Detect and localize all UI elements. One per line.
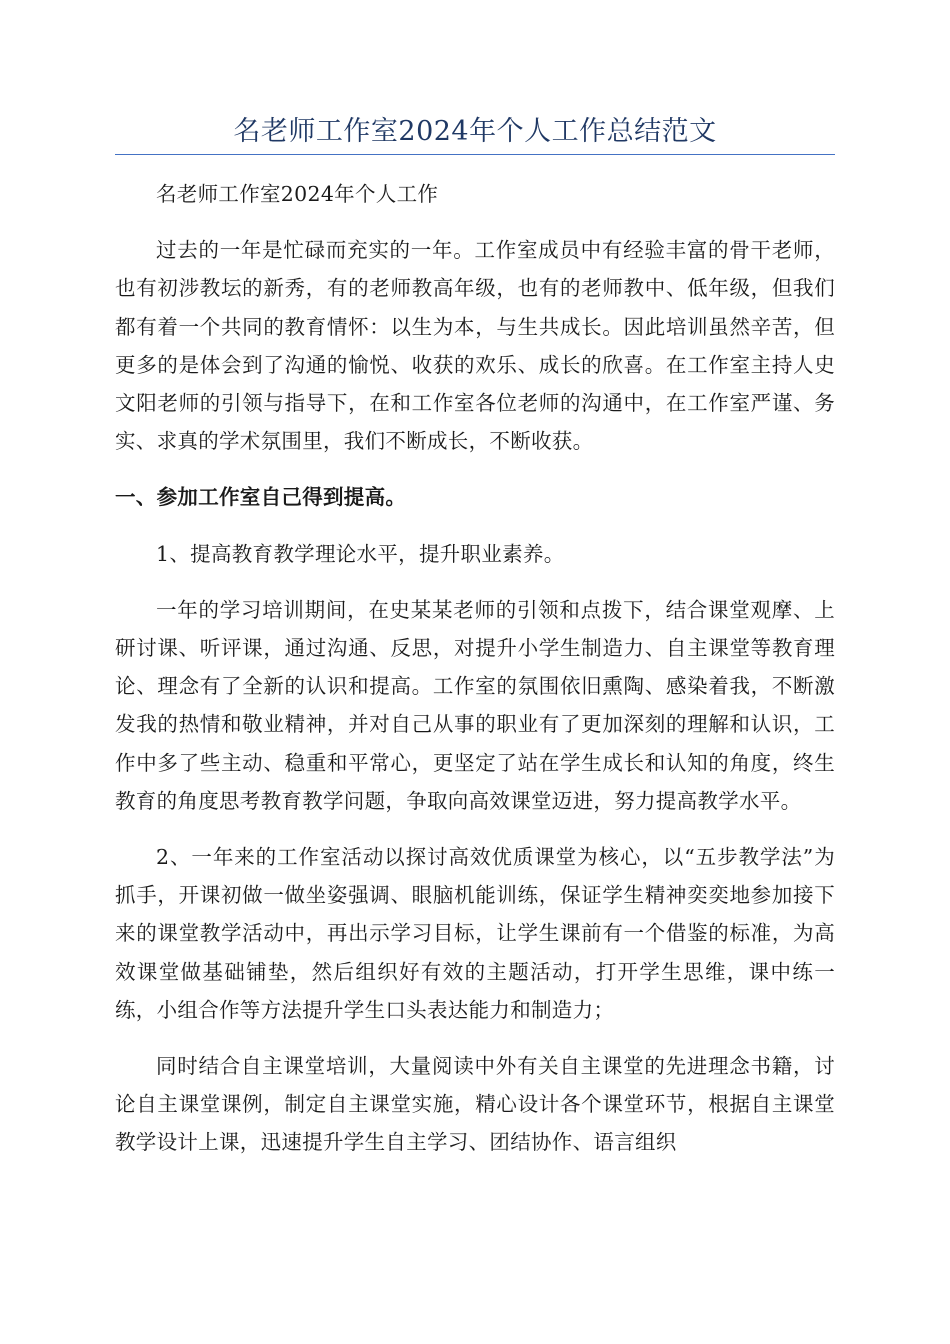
paragraph-point-1: 1、提高教育教学理论水平，提升职业素养。 [156, 541, 565, 566]
section-heading: 一、参加工作室自己得到提高。 [115, 485, 407, 510]
paragraph-autonomous-class: 同时结合自主课堂培训，大量阅读中外有关自主课堂的先进理念书籍，讨论自主课堂课例，制定自主课堂实施，精心设计各个课堂环节，根据自主课堂教学设计上课，迅速提升学生自主学习、团结协作、语言组织 [115, 1054, 835, 1155]
title-underline [115, 154, 835, 155]
document-body [115, 175, 835, 1180]
paragraph-subtitle: 名老师工作室2024年个人工作 [156, 182, 439, 206]
paragraph-point-2: 2、一年来的工作室活动以探讨高效优质课堂为核心，以“五步教学法”为抓手，开课初做一做坐姿强调、眼脑机能训练，保证学生精神奕奕地参加接下来的课堂教学活动中，再出示学习目标，让学生课前有一个借鉴的标准，为高效课堂做基础铺垫，然后组织好有效的主题活动，打开学生思维，课中练一练，小组合作等方法提升学生口头表达能力和制造力； [115, 845, 835, 1022]
paragraph-intro: 过去的一年是忙碌而充实的一年。工作室成员中有经验丰富的骨干老师，也有初涉教坛的新秀，有的老师教高年级，也有的老师教中、低年级，但我们都有着一个共同的教育情怀：以生为本，与生共成长。因此培训虽然辛苦，但更多的是体会到了沟通的愉悦、收获的欢乐、成长的欣喜。在工作室主持人史文阳老师的引领与指导下，在和工作室各位老师的沟通中，在工作室严谨、务实、求真的学术氛围里，我们不断成长，不断收获。 [115, 238, 835, 454]
paragraph-training: 一年的学习培训期间，在史某某老师的引领和点拨下，结合课堂观摩、上研讨课、听评课，通过沟通、反思，对提升小学生制造力、自主课堂等教育理论、理念有了全新的认识和提高。工作室的氛围依旧熏陶、感染着我，不断激发我的热情和敬业精神，并对自己从事的职业有了更加深刻的理解和认识，工作中多了些主动、稳重和平常心，更坚定了站在学生成长和认知的角度，终生教育的角度思考教育教学问题，争取向高效课堂迈进，努力提高教学水平。 [115, 597, 835, 813]
document-title: 名老师工作室2024年个人工作总结范文 [233, 116, 717, 147]
